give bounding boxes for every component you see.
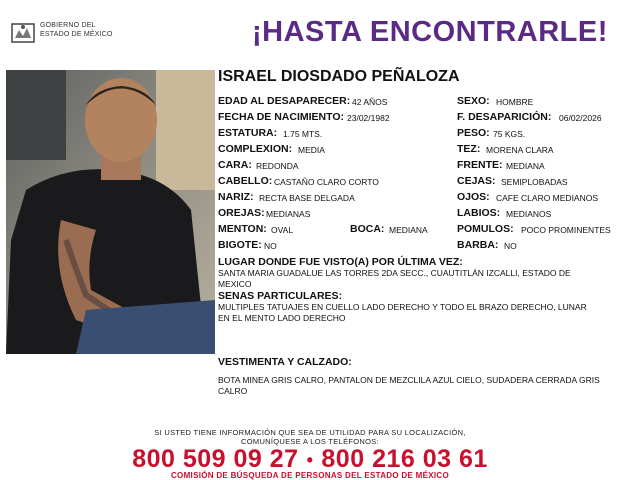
hair-label: CABELLO:: [218, 175, 273, 187]
face-value: REDONDA: [256, 161, 299, 171]
hair-value: CASTAÑO CLARO CORTO: [274, 177, 379, 187]
missing-person-photo: [6, 70, 215, 354]
nose-label: NARIZ:: [218, 191, 254, 203]
phone-separator: •: [306, 449, 314, 470]
marks-value: MULTIPLES TATUAJES EN CUELLO LADO DERECHO Y TODO EL BRAZO DERECHO, LUNAR EN EL MENTO LADO DERECHO: [218, 302, 587, 323]
eyes-label: OJOS:: [457, 191, 490, 203]
phone-numbers: [0, 445, 620, 474]
sex-label: SEXO:: [457, 95, 490, 107]
complexion-value: MORENA CLARA: [486, 145, 554, 155]
state-seal-icon: [10, 20, 36, 46]
gov-name-line2: ESTADO DE MÉXICO: [40, 31, 113, 38]
person-name: ISRAEL DIOSDADO PEÑALOZA: [218, 68, 460, 85]
commission-name: COMISIÓN DE BÚSQUEDA DE PERSONAS DEL ESTADO DE MÉXICO: [170, 471, 449, 480]
complexion-label: TEZ:: [457, 143, 481, 155]
build-label: COMPLEXION:: [218, 143, 293, 155]
age-label: EDAD AL DESAPARECER:: [218, 95, 351, 107]
mustache-label: BIGOTE:: [218, 239, 262, 251]
gov-name-line1: GOBIERNO DEL: [40, 22, 96, 29]
birthdate-value: 23/02/1982: [347, 113, 390, 123]
weight-value: 75 KGS.: [493, 129, 526, 139]
contact-instructions: [0, 428, 620, 446]
phone-number-2[interactable]: 800 216 03 61: [321, 445, 488, 473]
phone-number-1[interactable]: 800 509 09 27: [132, 445, 299, 473]
sex-value: HOMBRE: [496, 97, 534, 107]
age-value: 42 AÑOS: [352, 97, 388, 107]
eyes-value: CAFE CLARO MEDIANOS: [496, 193, 599, 203]
disappearance-date-label: F. DESAPARICIÓN:: [457, 111, 552, 123]
last-seen-value: SANTA MARIA GUADALUE LAS TORRES 2DA SECC., CUAUTITLÁN IZCALLI, ESTADO DE MEXICO: [218, 268, 571, 289]
last-seen-label: LUGAR DONDE FUE VISTO(A) POR ÚLTIMA VEZ:: [218, 256, 463, 268]
clothing-value: BOTA MINEA GRIS CALRO, PANTALON DE MEZCLILA AZUL CIELO, SUDADERA CERRADA GRIS CALRO: [218, 375, 600, 396]
face-label: CARA:: [218, 159, 252, 171]
height-label: ESTATURA:: [218, 127, 278, 139]
beard-label: BARBA:: [457, 239, 499, 251]
government-logo: [8, 18, 128, 48]
clothing-label: VESTIMENTA Y CALZADO:: [218, 356, 352, 368]
build-value: MEDIA: [298, 145, 325, 155]
birthdate-label: FECHA DE NACIMIENTO:: [218, 111, 344, 123]
mustache-value: NO: [264, 241, 277, 251]
cheekbones-value: POCO PROMINENTES: [521, 225, 611, 235]
forehead-value: MEDIANA: [506, 161, 545, 171]
marks-label: SENAS PARTICULARES:: [218, 290, 343, 302]
contact-instructions-line2: COMUNÍQUESE A LOS TELÉFONOS:: [241, 437, 379, 446]
chin-label: MENTON:: [218, 223, 267, 235]
lips-label: LABIOS:: [457, 207, 501, 219]
beard-value: NO: [504, 241, 517, 251]
mouth-label: BOCA:: [350, 223, 385, 235]
mouth-value: MEDIANA: [389, 225, 428, 235]
eyebrows-value: SEMIPLOBADAS: [501, 177, 568, 187]
eyebrows-label: CEJAS:: [457, 175, 496, 187]
weight-label: PESO:: [457, 127, 490, 139]
ears-value: MEDIANAS: [266, 209, 311, 219]
nose-value: RECTA BASE DELGADA: [259, 193, 355, 203]
disappearance-date-value: 06/02/2026: [559, 113, 602, 123]
cheekbones-label: POMULOS:: [457, 223, 514, 235]
forehead-label: FRENTE:: [457, 159, 503, 171]
ears-label: OREJAS:: [218, 207, 265, 219]
lips-value: MEDIANOS: [506, 209, 552, 219]
contact-instructions-line1: SI USTED TIENE INFORMACIÓN QUE SEA DE UTILIDAD PARA SU LOCALIZACIÓN,: [154, 428, 466, 437]
chin-value: OVAL: [271, 225, 294, 235]
banner-title: ¡HASTA ENCONTRARLE!: [252, 16, 608, 48]
height-value: 1.75 MTS.: [283, 129, 323, 139]
